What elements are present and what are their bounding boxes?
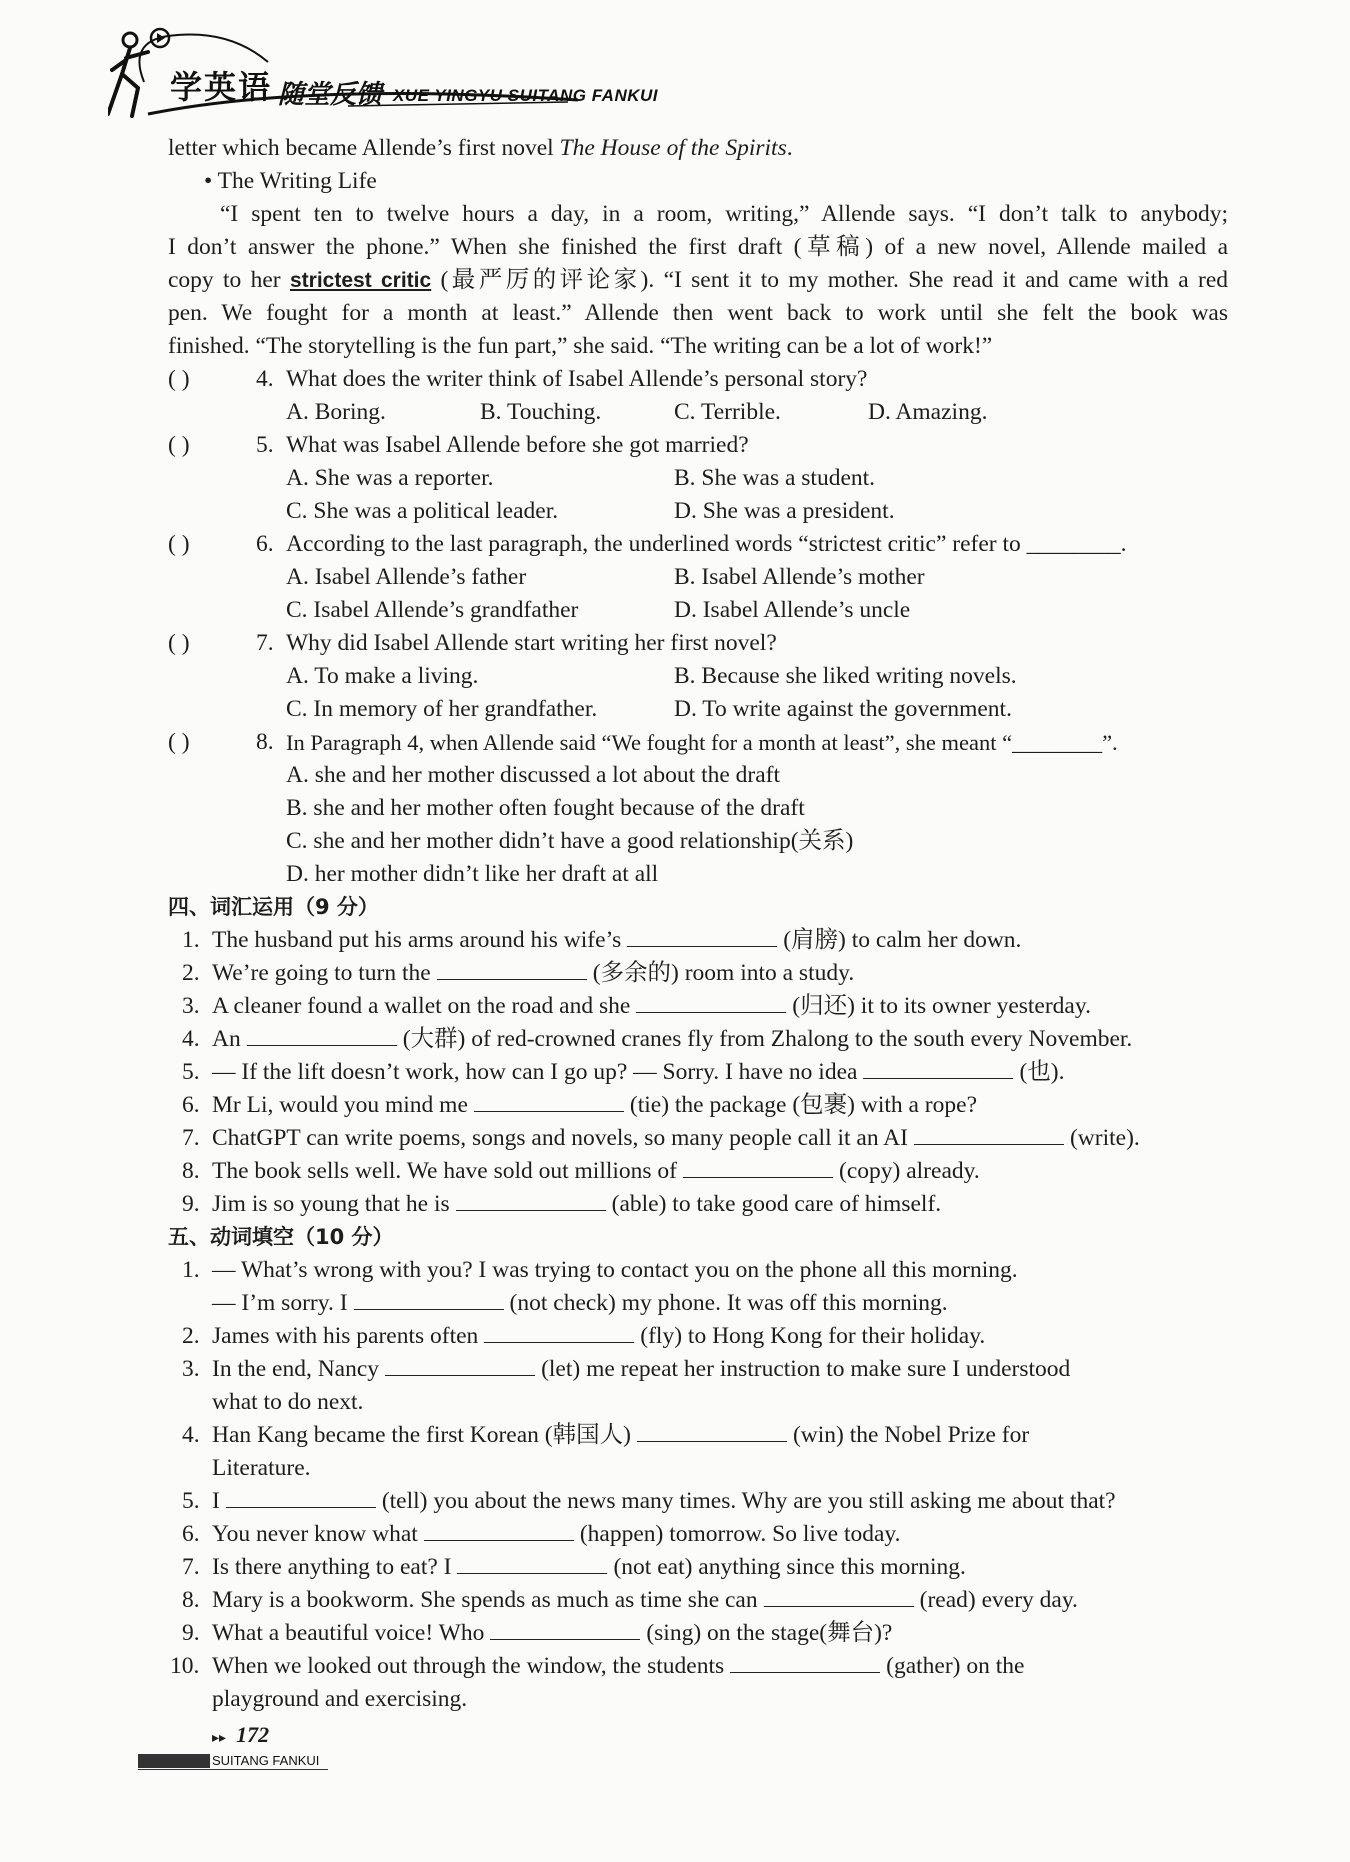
- item-text-before: Han Kang became the first Korean (韩国人): [212, 1422, 631, 1448]
- question-8: [168, 726, 1228, 759]
- item-text-after: (fly) to Hong Kong for their holiday.: [640, 1323, 986, 1349]
- options-row: [168, 495, 1228, 528]
- item-text-after: (肩膀) to calm her down.: [783, 927, 1022, 953]
- item-text-after: (copy) already.: [839, 1158, 980, 1184]
- item-text: [212, 1485, 1116, 1518]
- section-5-title: 五、动词填空（10 分）: [168, 1225, 394, 1249]
- vocab-item: [168, 1056, 1228, 1089]
- question-text: In Paragraph 4, when Allende said “We fought for a month at least”, she meant “________”.: [286, 730, 1118, 755]
- option-d: D. She was a president.: [674, 498, 895, 524]
- fill-blank[interactable]: [474, 1089, 624, 1112]
- verb-item: [168, 1419, 1228, 1452]
- question-text: According to the last paragraph, the underlined words “strictest critic” refer to ________.: [286, 531, 1127, 557]
- vocab-item: [168, 1188, 1228, 1221]
- fill-blank[interactable]: [627, 924, 777, 947]
- passage-line: pen. We fought for a month at least.” Allende then went back to work until she felt the book was: [168, 300, 1228, 326]
- item-text-before: In the end, Nancy: [212, 1356, 380, 1382]
- footer-rule: [138, 1769, 328, 1770]
- question-number: 6.: [256, 531, 274, 557]
- page-number: 172: [236, 1722, 270, 1747]
- item-text-before: An: [212, 1026, 241, 1052]
- item-text-before: James with his parents often: [212, 1323, 479, 1349]
- option-d: D. Isabel Allende’s uncle: [674, 597, 911, 623]
- brand-chinese-subtitle: 随堂反馈: [278, 80, 383, 110]
- option-c: C. Isabel Allende’s grandfather: [286, 597, 579, 623]
- fill-blank[interactable]: [730, 1650, 880, 1673]
- fill-blank[interactable]: [490, 1617, 640, 1640]
- question-4: [168, 363, 1228, 396]
- item-text: [212, 957, 854, 990]
- passage-line: I don’t answer the phone.” When she finished the first draft (草稿) of a new novel, Allende mailed a: [168, 234, 1228, 260]
- question-number: 5.: [256, 432, 274, 458]
- answer-bracket[interactable]: ( ): [168, 366, 190, 392]
- item-number: 3.: [182, 1356, 200, 1382]
- vocab-item: [168, 1023, 1228, 1056]
- item-text-before: We’re going to turn the: [212, 960, 431, 986]
- item-number: 8.: [182, 1158, 200, 1184]
- option-b: B. she and her mother often fought because of the draft: [286, 795, 805, 821]
- item-text: [212, 1122, 1140, 1155]
- fill-blank[interactable]: [863, 1056, 1013, 1079]
- item-text-before: The book sells well. We have sold out millions of: [212, 1158, 678, 1184]
- options-row: [168, 825, 1228, 858]
- item-number: 5.: [182, 1059, 200, 1085]
- option-b: B. Isabel Allende’s mother: [674, 564, 925, 590]
- option-c: C. She was a political leader.: [286, 498, 559, 524]
- item-text-before: You never know what: [212, 1521, 418, 1547]
- item-text-before: Mary is a bookworm. She spends as much as time she can: [212, 1587, 758, 1613]
- item-text-before: Jim is so young that he is: [212, 1191, 450, 1217]
- passage-text: .: [786, 135, 793, 161]
- question-text: What was Isabel Allende before she got married?: [286, 432, 749, 458]
- vocab-item: [168, 990, 1228, 1023]
- footer-logo-band: [138, 1754, 210, 1768]
- item-text: [212, 1419, 1029, 1452]
- fill-blank[interactable]: [637, 1419, 787, 1442]
- question-6: [168, 528, 1228, 561]
- question-7: [168, 627, 1228, 660]
- passage-line: [168, 132, 1228, 165]
- fill-blank[interactable]: [457, 1551, 607, 1574]
- item-text: [212, 1353, 1070, 1386]
- option-b: B. Touching.: [480, 399, 602, 425]
- item-text-after: (win) the Nobel Prize for: [792, 1422, 1030, 1448]
- options-row: [168, 594, 1228, 627]
- fill-blank[interactable]: [354, 1287, 504, 1310]
- option-d: D. her mother didn’t like her draft at all: [286, 861, 659, 887]
- item-text: — I’m sorry. I: [212, 1290, 348, 1316]
- item-number: 7.: [182, 1554, 200, 1580]
- passage-subheading: • The Writing Life: [204, 168, 377, 194]
- item-text-after: (归还) it to its owner yesterday.: [792, 993, 1091, 1019]
- option-a: A. To make a living.: [286, 663, 479, 689]
- item-text-before: — If the lift doesn’t work, how can I go up? — Sorry. I have no idea: [212, 1059, 858, 1085]
- item-number: 3.: [182, 993, 200, 1019]
- verb-item-1: [168, 1254, 1228, 1287]
- verb-item: [168, 1551, 1228, 1584]
- fill-blank[interactable]: [226, 1485, 376, 1508]
- vocab-item: [168, 1155, 1228, 1188]
- passage-line: finished. “The storytelling is the fun part,” she said. “The writing can be a lot of work!”: [168, 333, 993, 359]
- item-text: [212, 1617, 892, 1650]
- answer-bracket[interactable]: ( ): [168, 729, 190, 755]
- option-d: D. To write against the government.: [674, 696, 1012, 722]
- brand-pinyin-title: XUE YINGYU SUITANG FANKUI: [393, 86, 659, 105]
- main-content: [168, 132, 1228, 1716]
- passage-text: copy to her: [168, 267, 290, 293]
- footer-label: SUITANG FANKUI: [212, 1753, 320, 1769]
- item-text-before: ChatGPT can write poems, songs and novels, so many people call it an AI: [212, 1125, 908, 1151]
- verb-item: [168, 1485, 1228, 1518]
- footer-brand: [138, 1752, 328, 1770]
- option-c: C. In memory of her grandfather.: [286, 696, 598, 722]
- passage-text: (最严厉的评论家). “I sent it to my mother. She read it and came with a red: [431, 267, 1229, 293]
- item-text: — What’s wrong with you? I was trying to contact you on the phone all this morning.: [212, 1257, 1018, 1283]
- item-text: [212, 1584, 1078, 1617]
- item-text: [212, 990, 1091, 1023]
- option-b: B. Because she liked writing novels.: [674, 663, 1017, 689]
- vocab-item: [168, 1122, 1228, 1155]
- item-text-before: What a beautiful voice! Who: [212, 1620, 485, 1646]
- option-a: A. She was a reporter.: [286, 465, 494, 491]
- vocab-item: [168, 957, 1228, 990]
- item-text-before: Is there anything to eat? I: [212, 1554, 452, 1580]
- item-text-after: (write).: [1069, 1125, 1140, 1151]
- section-4-title: 四、词汇运用（9 分）: [168, 895, 379, 919]
- verb-item: [168, 1650, 1228, 1683]
- option-c: C. Terrible.: [674, 399, 781, 425]
- item-text-after: (tell) you about the news many times. Why are you still asking me about that?: [381, 1488, 1116, 1514]
- options-row: [168, 660, 1228, 693]
- item-number: 4.: [182, 1422, 200, 1448]
- option-a: A. she and her mother discussed a lot about the draft: [286, 762, 781, 788]
- passage-line: “I spent ten to twelve hours a day, in a room, writing,” Allende says. “I don’t talk to anybody;: [220, 201, 1228, 227]
- fill-blank[interactable]: [247, 1023, 397, 1046]
- item-text-before: A cleaner found a wallet on the road and she: [212, 993, 631, 1019]
- novel-title: The House of the Spirits: [559, 135, 787, 161]
- item-number: 7.: [182, 1125, 200, 1151]
- item-text: (not check) my phone. It was off this morning.: [509, 1290, 948, 1316]
- verb-item: [168, 1617, 1228, 1650]
- option-c: C. she and her mother didn’t have a good relationship(关系): [286, 828, 854, 854]
- double-arrow-icon: ▸▸: [212, 1730, 227, 1746]
- fill-blank[interactable]: [437, 957, 587, 980]
- item-continuation: what to do next.: [212, 1389, 364, 1415]
- item-text-after: (not eat) anything since this morning.: [613, 1554, 966, 1580]
- item-text-after: (happen) tomorrow. So live today.: [579, 1521, 901, 1547]
- item-text: [212, 1188, 941, 1221]
- fill-blank[interactable]: [484, 1320, 634, 1343]
- item-continuation: Literature.: [212, 1455, 311, 1481]
- item-text: [212, 1320, 985, 1353]
- question-text: What does the writer think of Isabel Allende’s personal story?: [286, 366, 868, 392]
- item-number: 9.: [182, 1191, 200, 1217]
- item-text-after: (sing) on the stage(舞台)?: [646, 1620, 893, 1646]
- item-text-after: (tie) the package (包裹) with a rope?: [629, 1092, 977, 1118]
- item-number: 10.: [170, 1653, 200, 1679]
- item-number: 1.: [182, 1257, 200, 1283]
- item-number: 2.: [182, 1323, 200, 1349]
- item-number: 9.: [182, 1620, 200, 1646]
- options-row: [168, 396, 1228, 429]
- option-b: B. She was a student.: [674, 465, 876, 491]
- verb-item: [168, 1320, 1228, 1353]
- fill-blank[interactable]: [456, 1188, 606, 1211]
- question-5: [168, 429, 1228, 462]
- fill-blank[interactable]: [914, 1122, 1064, 1145]
- item-text-after: (able) to take good care of himself.: [611, 1191, 942, 1217]
- verb-item: [168, 1584, 1228, 1617]
- item-text: [212, 1056, 1064, 1089]
- question-number: 4.: [256, 366, 274, 392]
- item-text-after: (大群) of red-crowned cranes fly from Zhalong to the south every November.: [402, 1026, 1133, 1052]
- item-text-before: When we looked out through the window, the students: [212, 1653, 725, 1679]
- item-text-before: The husband put his arms around his wife’s: [212, 927, 622, 953]
- item-number: 6.: [182, 1521, 200, 1547]
- page-footer: [212, 1722, 269, 1748]
- item-text-after: (gather) on the: [886, 1653, 1025, 1679]
- verb-item: [168, 1353, 1228, 1386]
- item-text: [212, 1089, 977, 1122]
- item-text: [212, 924, 1021, 957]
- vocab-item: [168, 924, 1228, 957]
- answer-bracket[interactable]: ( ): [168, 630, 190, 656]
- item-text: [212, 1551, 966, 1584]
- item-text: [212, 1650, 1024, 1683]
- verb-item: [168, 1518, 1228, 1551]
- item-number: 5.: [182, 1488, 200, 1514]
- item-number: 8.: [182, 1587, 200, 1613]
- item-text: [212, 1155, 980, 1188]
- item-text-before: Mr Li, would you mind me: [212, 1092, 468, 1118]
- options-row: [168, 561, 1228, 594]
- item-text-after: (read) every day.: [919, 1587, 1078, 1613]
- answer-bracket[interactable]: ( ): [168, 432, 190, 458]
- item-text-after: (也).: [1019, 1059, 1065, 1085]
- item-text: [212, 1023, 1132, 1056]
- options-row: [168, 693, 1228, 726]
- item-number: 2.: [182, 960, 200, 986]
- fill-blank[interactable]: [764, 1584, 914, 1607]
- brand-chinese-title: 学英语: [170, 68, 273, 106]
- passage-text: letter which became Allende’s first novel: [168, 135, 560, 161]
- item-number: 1.: [182, 927, 200, 953]
- item-number: 4.: [182, 1026, 200, 1052]
- options-row: [168, 792, 1228, 825]
- question-number: 7.: [256, 630, 274, 656]
- options-row: [168, 759, 1228, 792]
- options-row: [168, 462, 1228, 495]
- item-continuation: playground and exercising.: [212, 1686, 468, 1712]
- item-text-after: (多余的) room into a study.: [592, 960, 855, 986]
- item-continuation: [168, 1287, 1228, 1320]
- passage-line: [168, 264, 1228, 297]
- option-a: A. Boring.: [286, 399, 386, 425]
- header-banner: [108, 22, 708, 132]
- item-text-after: (let) me repeat her instruction to make sure I understood: [541, 1356, 1071, 1382]
- item-text-before: I: [212, 1488, 220, 1514]
- fill-blank[interactable]: [683, 1155, 833, 1178]
- answer-bracket[interactable]: ( ): [168, 531, 190, 557]
- question-number: 8.: [256, 729, 274, 755]
- fill-blank[interactable]: [385, 1353, 535, 1376]
- item-number: 6.: [182, 1092, 200, 1118]
- vocab-item: [168, 1089, 1228, 1122]
- option-d: D. Amazing.: [868, 399, 988, 425]
- fill-blank[interactable]: [636, 990, 786, 1013]
- option-a: A. Isabel Allende’s father: [286, 564, 527, 590]
- underlined-phrase: strictest critic: [289, 269, 432, 292]
- question-text: Why did Isabel Allende start writing her first novel?: [286, 630, 777, 656]
- fill-blank[interactable]: [424, 1518, 574, 1541]
- options-row: [168, 858, 1228, 891]
- item-text: [212, 1518, 901, 1551]
